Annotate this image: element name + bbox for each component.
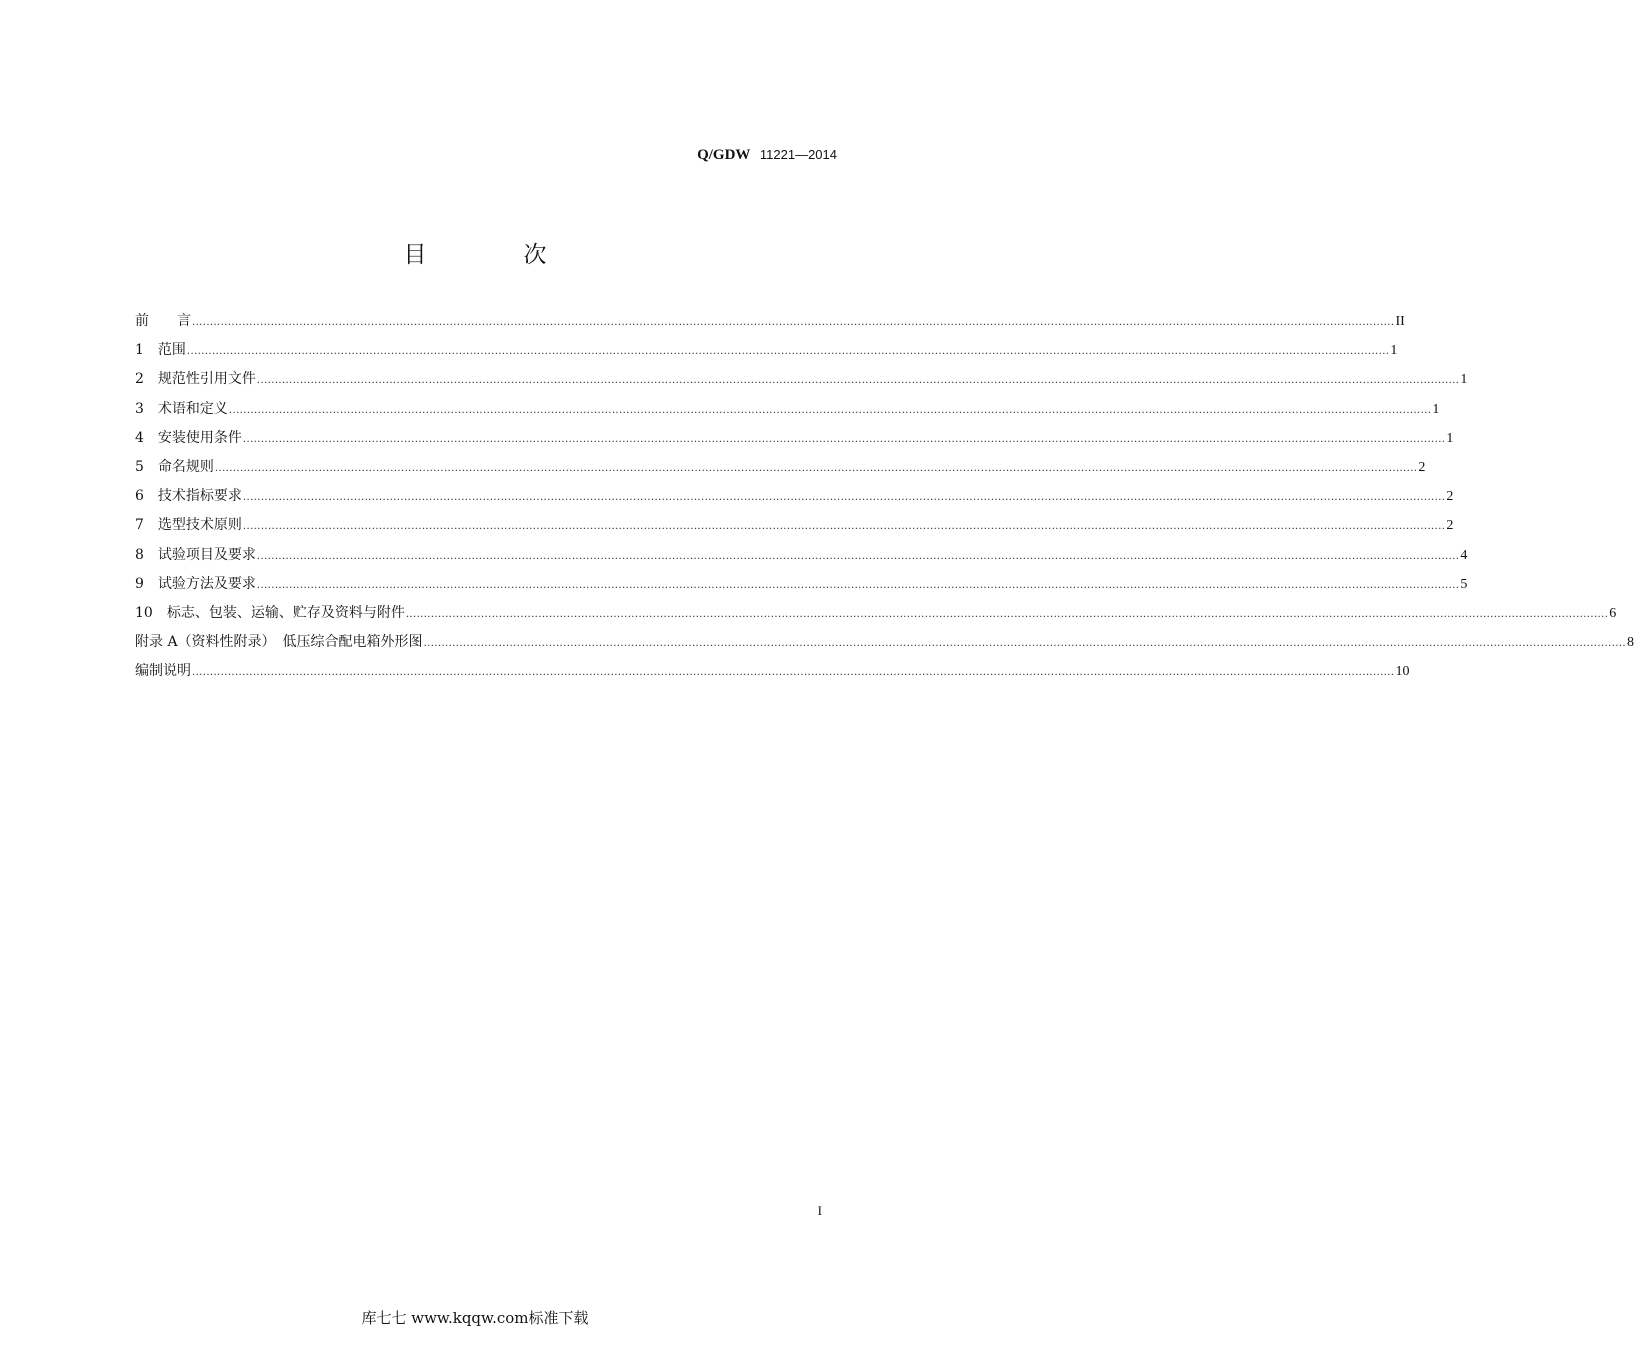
toc-entry-label: 3 术语和定义 [135,400,228,417]
toc-entry-page: II [1395,314,1405,329]
toc-entry-page: 1 [1390,343,1398,359]
toc-dot-leader: ................................................................................................................................................................................................................................................................................................................................................ [214,462,1418,474]
toc-entry-marking-packaging[interactable] [135,604,1617,633]
toc-dot-leader: ................................................................................................................................................................................................................................................................................................................................................ [256,550,1460,562]
toc-dot-leader: ................................................................................................................................................................................................................................................................................................................................................ [242,492,1446,504]
toc-entry-normative-references[interactable] [135,370,1468,399]
toc-entry-test-items[interactable] [135,546,1468,575]
toc-entry-label: 4 安装使用条件 [135,429,242,446]
standard-header [697,147,837,164]
toc-entry-page: 6 [1609,605,1617,621]
footer-watermark: 库七七 www.kqqw.com标准下载 [361,1309,589,1327]
toc-entry-page: 1 [1460,372,1468,388]
toc-dot-leader: ................................................................................................................................................................................................................................................................................................................................................ [256,579,1460,591]
toc-entry-page: 10 [1395,664,1410,680]
toc-entry-label: 2 规范性引用文件 [135,371,256,388]
toc-entry-page: 1 [1432,401,1440,417]
toc-entry-page: 2 [1446,489,1454,505]
toc-entry-foreword[interactable] [135,312,1405,341]
toc-entry-label: 1 范围 [135,342,186,359]
toc-entry-label: 编制说明 [135,663,191,680]
toc-entry-label: 附录 A（资料性附录） 低压综合配电箱外形图 [135,634,423,651]
toc-dot-leader: ................................................................................................................................................................................................................................................................................................................................................ [192,667,1395,679]
toc-dot-leader: ................................................................................................................................................................................................................................................................................................................................................ [228,404,1432,416]
toc-entry-label: 9 试验方法及要求 [135,575,256,592]
toc-dot-leader: ................................................................................................................................................................................................................................................................................................................................................ [256,375,1460,387]
toc-dot-leader: ................................................................................................................................................................................................................................................................................................................................................ [242,433,1446,445]
standard-number: 11221—2014 [759,147,837,162]
standard-code: Q/GDW [697,147,751,163]
toc-list [135,312,1634,691]
toc-entry-appendix-a[interactable] [135,633,1634,662]
toc-dot-leader: ................................................................................................................................................................................................................................................................................................................................................ [192,317,1395,328]
toc-entry-label: 前 言 [135,313,191,329]
toc-dot-leader: ................................................................................................................................................................................................................................................................................................................................................ [242,521,1446,533]
page-number: I [817,1203,822,1218]
toc-entry-label: 6 技术指标要求 [135,488,242,505]
toc-entry-scope[interactable] [135,341,1398,370]
toc-entry-page: 8 [1627,635,1634,651]
toc-entry-page: 2 [1446,518,1454,534]
toc-entry-test-methods[interactable] [135,575,1468,604]
toc-title-char: 目 [403,242,427,268]
toc-entry-label: 7 选型技术原则 [135,517,242,534]
toc-dot-leader: ................................................................................................................................................................................................................................................................................................................................................ [423,638,1627,650]
toc-entry-selection-principles[interactable] [135,516,1454,545]
toc-entry-naming-rules[interactable] [135,458,1426,487]
toc-entry-page: 1 [1446,430,1454,446]
toc-entry-technical-requirements[interactable] [135,487,1454,516]
toc-entry-label: 10 标志、包装、运输、贮存及资料与附件 [135,604,405,621]
toc-dot-leader: ................................................................................................................................................................................................................................................................................................................................................ [186,346,1390,358]
toc-entry-terms-definitions[interactable] [135,400,1440,429]
toc-entry-page: 4 [1460,547,1468,563]
toc-title-char: 次 [523,242,547,268]
toc-entry-compilation-notes[interactable] [135,662,1410,691]
toc-entry-label: 8 试验项目及要求 [135,546,256,563]
toc-entry-label: 5 命名规则 [135,458,214,475]
toc-entry-page: 5 [1460,576,1468,592]
toc-dot-leader: ................................................................................................................................................................................................................................................................................................................................................ [405,608,1609,620]
toc-entry-page: 2 [1418,459,1426,475]
toc-title [0,236,950,269]
toc-entry-installation-conditions[interactable] [135,429,1454,458]
